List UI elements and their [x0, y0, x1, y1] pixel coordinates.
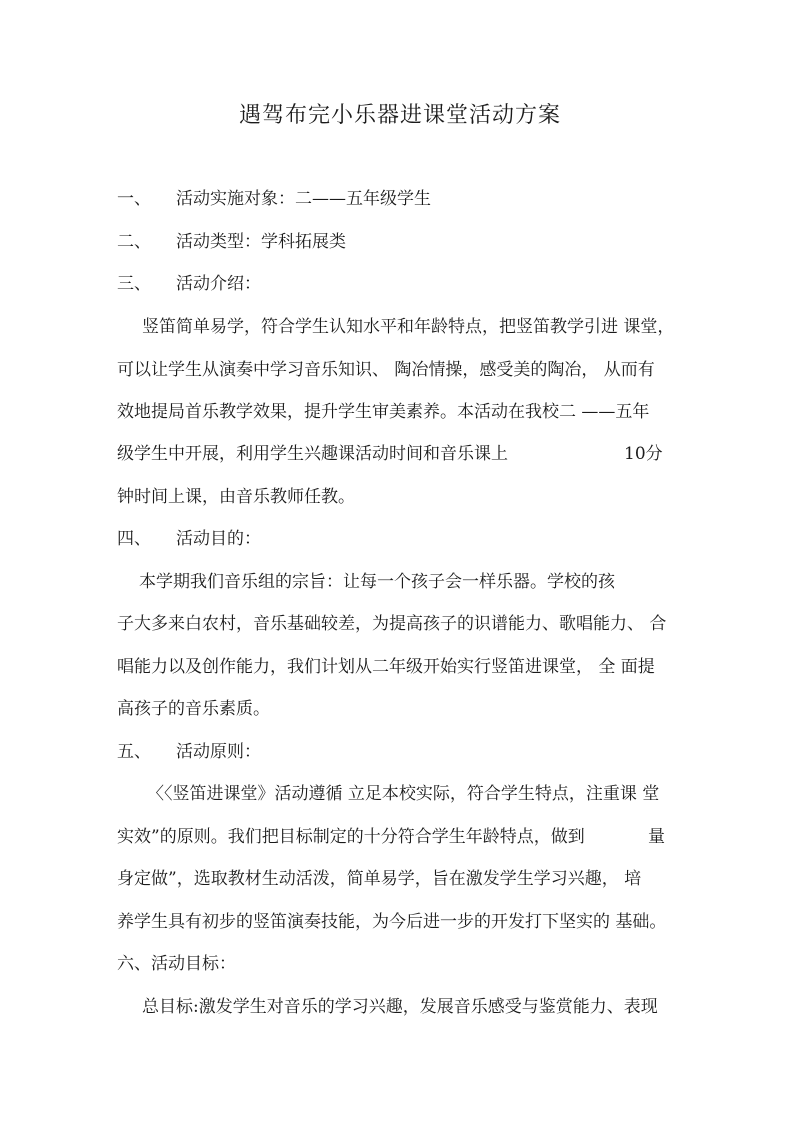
- text-segment: 高孩子的音乐素质。: [117, 699, 270, 719]
- text-segment: 身定做”，选取教材生动活泼，简单易学，旨在激发学生学习兴趣， 培: [117, 869, 642, 889]
- section-heading-text: 活动类型：学科拓展类: [176, 232, 346, 252]
- text-segment: 竖笛简单易学，符合学生认知水平和年龄特点，把竖笛教学引进 课堂，: [142, 317, 675, 337]
- section-number: 四、: [117, 529, 151, 549]
- text-segment: 实效”的原则。我们把目标制定的十分符合学生年龄特点，做到: [117, 827, 585, 847]
- section-heading-text: 活动目的：: [176, 529, 261, 549]
- text-segment: 效地提局首乐教学效果，提升学生审美素养。本活动在我校二 ——五年: [117, 402, 650, 422]
- section-number: 三、: [117, 274, 151, 294]
- section-heading-text: 活动介绍：: [176, 274, 261, 294]
- section-number: 二、: [117, 232, 151, 252]
- text-segment: 10分: [624, 444, 663, 464]
- text-segment: 级学生中开展，利用学生兴趣课活动时间和音乐课上: [117, 444, 508, 464]
- text-segment: 本学期我们音乐组的宗旨：让每一个孩子会一样乐器。学校的孩: [139, 572, 615, 592]
- section-heading-text: 活动原则：: [176, 742, 261, 762]
- text-segment: 〈〈竖笛进课堂》活动遵循 立足本校实际，符合学生特点，注重课 堂: [147, 784, 660, 804]
- section-number: 一、: [117, 189, 151, 209]
- text-segment: 量: [648, 827, 665, 847]
- section-number: 五、: [117, 742, 151, 762]
- text-segment: 子大多来白农村，音乐基础较差，为提高孩子的识谱能力、歌唱能力、 合: [117, 614, 667, 634]
- section-heading-text: 活动实施对象：二——五年级学生: [176, 189, 431, 209]
- text-segment: 养学生具有初步的竖笛演奏技能，为今后进一步的开发打下坚实的 基础。: [117, 912, 667, 932]
- text-segment: 唱能力以及创作能力，我们计划从二年级开始实行竖笛进课堂， 全 面提: [117, 657, 655, 677]
- section-heading-text: 六、活动目标：: [117, 954, 236, 974]
- text-segment: 总目标:激发学生对音乐的学习兴趣，发展音乐感受与鉴赏能力、表现: [142, 997, 658, 1017]
- text-segment: 可以让学生从演奏中学习音乐知识、 陶冶情操，感受美的陶冶， 从而有: [117, 360, 655, 380]
- text-segment: 钟时间上课，由音乐教师任教。: [117, 487, 355, 507]
- document-title: 遇驾布完小乐器进课堂活动方案: [238, 103, 561, 128]
